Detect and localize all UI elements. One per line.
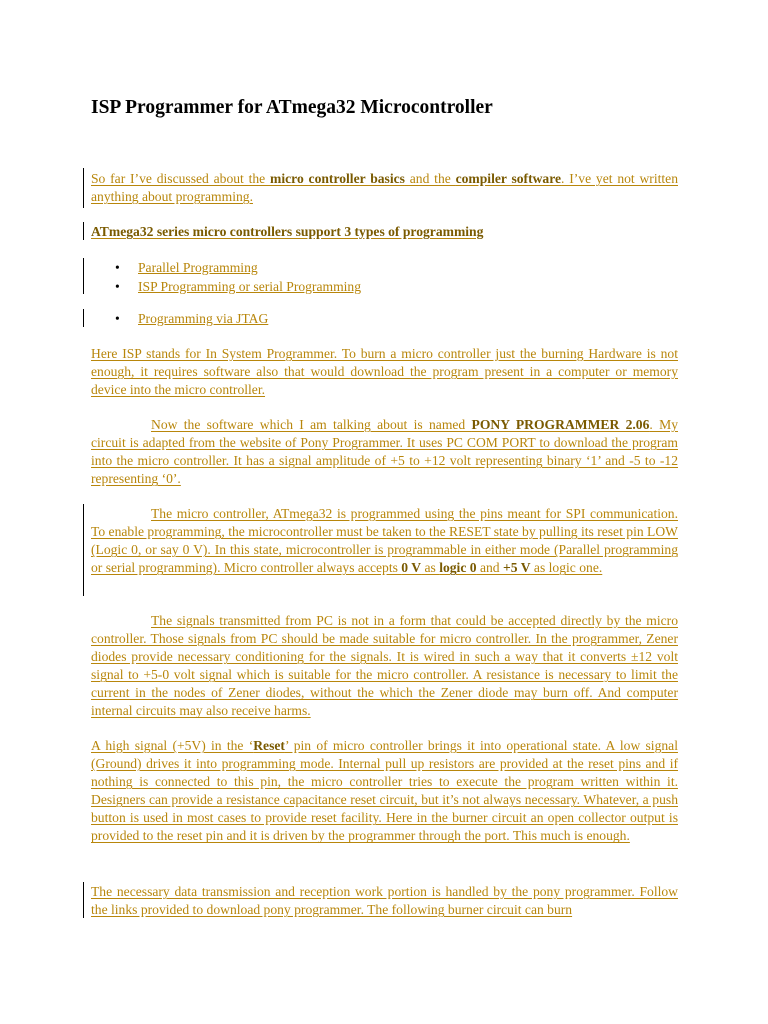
data-transmission-paragraph: The necessary data transmission and reception work portion is handled by the pony programmer. Follow the links provided to download pony programmer. The following burner circuit can burn bbox=[91, 884, 678, 918]
section-heading bbox=[91, 223, 678, 241]
bullet-icon: • bbox=[115, 279, 120, 294]
link-compiler-software[interactable]: compiler software bbox=[455, 171, 562, 186]
text-run: So far I’ve discussed about the bbox=[91, 171, 271, 186]
list-item-text: ISP Programming or serial Programming bbox=[138, 279, 362, 294]
text-run: . I’ve yet not written anything about programming. bbox=[91, 171, 678, 205]
change-bar bbox=[83, 882, 84, 918]
change-bar bbox=[83, 168, 84, 208]
programming-types-list-continued bbox=[91, 309, 678, 328]
text-run: as logic one. bbox=[530, 560, 603, 576]
change-bar bbox=[83, 222, 84, 240]
text-run: ’ pin of micro controller brings it into operational state. A low signal (Ground) drives it into programming mode. Internal pull up resistors are provided at the reset pins and if nothing is connected to this pin, the micro controller tries to execute the program written within it. Designers can provide a resistance capacitance reset circuit, but it’s not always necessary. Whatever, a push button is used in most cases to provide reset facility. Here in the burner circuit an open collector output is provided to the reset pin and it is driven by the programmer through the port. This much is enough. bbox=[91, 738, 678, 844]
intro-paragraph bbox=[91, 170, 678, 206]
text-run: . My circuit is adapted from the website of Pony Programmer. It uses PC COM PORT to download the program into the micro controller. It has a signal amplitude of +5 to +12 volt representing binary ‘1’ and -5 to -12 representing ‘0’. bbox=[91, 417, 678, 487]
text-run: Now the software which I am talking about is named bbox=[151, 417, 472, 432]
text-run: and bbox=[476, 560, 504, 576]
reset-paragraph bbox=[91, 737, 678, 846]
bold-value: +5 V bbox=[503, 560, 531, 576]
change-bar bbox=[83, 309, 84, 327]
link-micro-controller-basics[interactable]: micro controller basics bbox=[270, 171, 405, 186]
change-bar bbox=[83, 504, 84, 596]
text-run: The micro controller, ATmega32 is programmed using the pins meant for SPI communication. To enable programming, the microcontroller must be taken to the RESET state by pulling its reset pin LOW (Logic 0, or say 0 V). In this state, microcontroller is programmable in either mode (Parallel programming or serial programming). Micro controller always accepts bbox=[91, 506, 678, 576]
reset-label: Reset bbox=[253, 738, 285, 753]
pony-programmer-name: PONY PROGRAMMER 2.06 bbox=[471, 417, 650, 432]
text-run: as bbox=[421, 560, 440, 576]
list-item bbox=[91, 258, 678, 277]
programming-types-list bbox=[91, 258, 678, 296]
list-item-text: Parallel Programming bbox=[138, 260, 258, 275]
text-run: The signals transmitted from PC is not in a form that could be accepted directly by the micro controller. Those signals from PC should be made suitable for micro controller. In the programmer, Zener diodes provide necessary conditioning for the signals. It is wired in such a way that it converts ±12 volt signal to +5-0 volt signal which is suitable for the micro controller. A resistance is necessary to limit the current in the nodes of Zener diodes, without the which the Zener diode may burn off. And computer internal circuits may also receive harms. bbox=[91, 613, 678, 719]
bold-value: logic 0 bbox=[439, 560, 477, 576]
list-item bbox=[91, 309, 678, 328]
pony-programmer-paragraph bbox=[91, 416, 678, 488]
list-item-text: Programming via JTAG bbox=[138, 311, 269, 326]
spi-paragraph bbox=[91, 505, 678, 577]
bullet-icon: • bbox=[115, 311, 120, 326]
text-run: A high signal (+5V) in the ‘ bbox=[91, 738, 254, 753]
bold-value: 0 V bbox=[401, 560, 422, 576]
list-item bbox=[91, 277, 678, 296]
bullet-icon: • bbox=[115, 260, 120, 275]
change-bar bbox=[83, 258, 84, 294]
zener-paragraph bbox=[91, 612, 678, 721]
page-title: ISP Programmer for ATmega32 Microcontroller bbox=[91, 97, 493, 118]
isp-paragraph: Here ISP stands for In System Programmer. To burn a micro controller just the burning Hardware is not enough, it requires software also that would download the program present in a computer or memory device into the micro controller. bbox=[91, 346, 678, 398]
text-run: and the bbox=[404, 171, 456, 186]
section-heading-text: ATmega32 series micro controllers support 3 types of programming bbox=[91, 224, 484, 239]
